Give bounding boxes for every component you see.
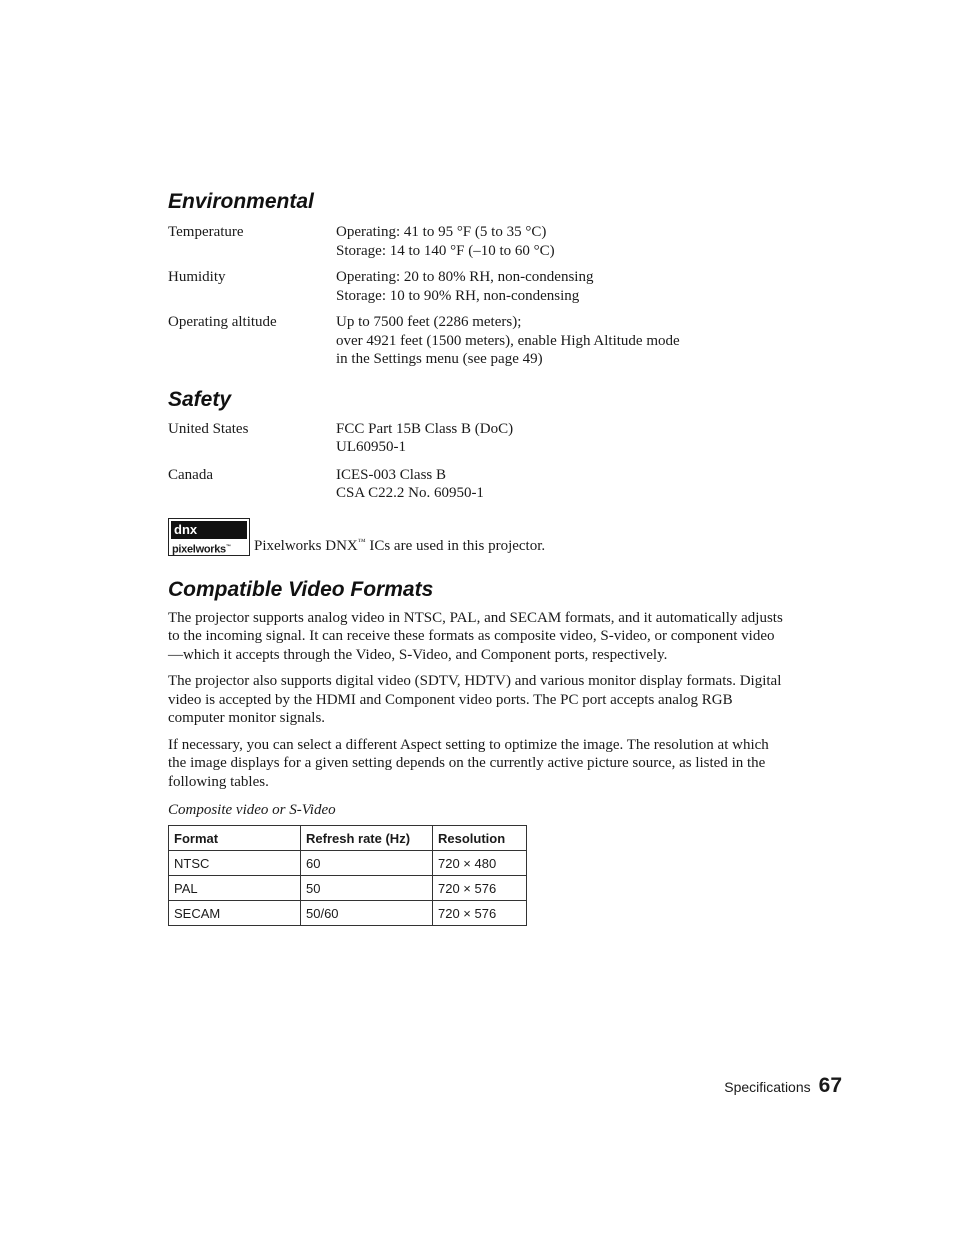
table-row <box>169 901 527 926</box>
table-header-row <box>169 826 527 851</box>
spec-row-altitude <box>168 313 788 369</box>
spec-value <box>336 466 484 503</box>
composite-video-table <box>168 825 527 926</box>
video-formats-section <box>168 576 788 927</box>
spec-label: United States <box>168 420 249 437</box>
spec-label: Temperature <box>168 224 244 240</box>
spec-value-line: ICES-003 Class B <box>336 466 447 483</box>
table-cell: 720 × 480 <box>433 851 527 876</box>
spec-label: Canada <box>168 466 213 483</box>
table-cell: 50 <box>301 876 433 901</box>
pixelworks-notice <box>168 518 788 556</box>
table-cell: 720 × 576 <box>433 901 527 926</box>
table-row <box>169 876 527 901</box>
caption-trademark: ™ <box>357 536 366 546</box>
spec-value <box>336 268 593 305</box>
spec-value-line: Up to 7500 feet (2286 meters); <box>336 314 522 330</box>
table-cell: 720 × 576 <box>433 876 527 901</box>
spec-value <box>336 420 513 457</box>
table-cell: NTSC <box>169 851 301 876</box>
spec-label: Operating altitude <box>168 314 277 330</box>
safety-heading: Safety <box>168 387 232 411</box>
environmental-section <box>168 188 788 369</box>
spec-value-line: FCC Part 15B Class B (DoC) <box>336 420 514 437</box>
table-row <box>169 851 527 876</box>
spec-value-line: Storage: 10 to 90% RH, non-condensing <box>336 287 580 304</box>
table-cell: SECAM <box>169 901 301 926</box>
spec-row-united-states <box>168 420 788 457</box>
spec-row-temperature <box>168 223 788 260</box>
table-cell: PAL <box>169 876 301 901</box>
logo-dnx-text: dnx <box>171 521 247 539</box>
page-number: 67 <box>818 1074 842 1097</box>
caption-text: ICs are used in this projector. <box>365 537 546 554</box>
safety-section <box>168 386 788 503</box>
logo-caption <box>254 533 545 555</box>
spec-value <box>336 223 555 260</box>
page-content <box>168 188 788 926</box>
spec-value-line: Operating: 20 to 80% RH, non-condensing <box>336 269 594 285</box>
spec-value-line: over 4921 feet (1500 meters), enable High Altitude mode <box>336 332 680 349</box>
page-footer <box>724 1074 842 1098</box>
environmental-heading: Environmental <box>168 190 314 213</box>
logo-wordmark: pixelworks <box>172 543 226 556</box>
spec-row-canada <box>168 466 788 503</box>
spec-value-line: in the Settings menu (see page 49) <box>336 351 543 367</box>
pixelworks-dnx-logo <box>168 518 250 556</box>
spec-label: Humidity <box>168 269 226 285</box>
paragraph: The projector also supports digital video (SDTV, HDTV) and various monitor display formats. Digital video is accepted by the HDMI and Component video ports. The PC port accepts analog RGB computer monitor signals. <box>168 673 782 726</box>
spec-row-humidity <box>168 268 788 305</box>
footer-section-name: Specifications <box>724 1079 811 1095</box>
paragraph: If necessary, you can select a different Aspect setting to optimize the image. The resolution at which the image displays for a given setting depends on the currently active picture source, as listed in the following tables. <box>168 736 769 790</box>
spec-value <box>336 313 680 369</box>
paragraph: The projector supports analog video in NTSC, PAL, and SECAM formats, and it automatically adjusts to the incoming signal. It can receive these formats as composite video, S-video, or component video—which it accepts through the Video, S-Video, and Component ports, respectively. <box>168 609 783 663</box>
table-cell: 60 <box>301 851 433 876</box>
spec-value-line: CSA C22.2 No. 60950-1 <box>336 485 484 501</box>
logo-trademark: ™ <box>225 543 231 550</box>
table-caption: Composite video or S-Video <box>168 802 336 818</box>
table-header-refresh-rate: Refresh rate (Hz) <box>301 826 433 851</box>
spec-value-line: UL60950-1 <box>336 439 406 455</box>
video-formats-heading: Compatible Video Formats <box>168 577 434 601</box>
spec-value-line: Storage: 14 to 140 °F (–10 to 60 °C) <box>336 242 555 259</box>
table-header-resolution: Resolution <box>433 826 527 851</box>
table-header-format: Format <box>169 826 301 851</box>
logo-pixelworks-text <box>171 540 247 557</box>
spec-value-line: Operating: 41 to 95 °F (5 to 35 °C) <box>336 224 547 240</box>
caption-brand: Pixelworks DNX <box>254 537 358 554</box>
table-cell: 50/60 <box>301 901 433 926</box>
